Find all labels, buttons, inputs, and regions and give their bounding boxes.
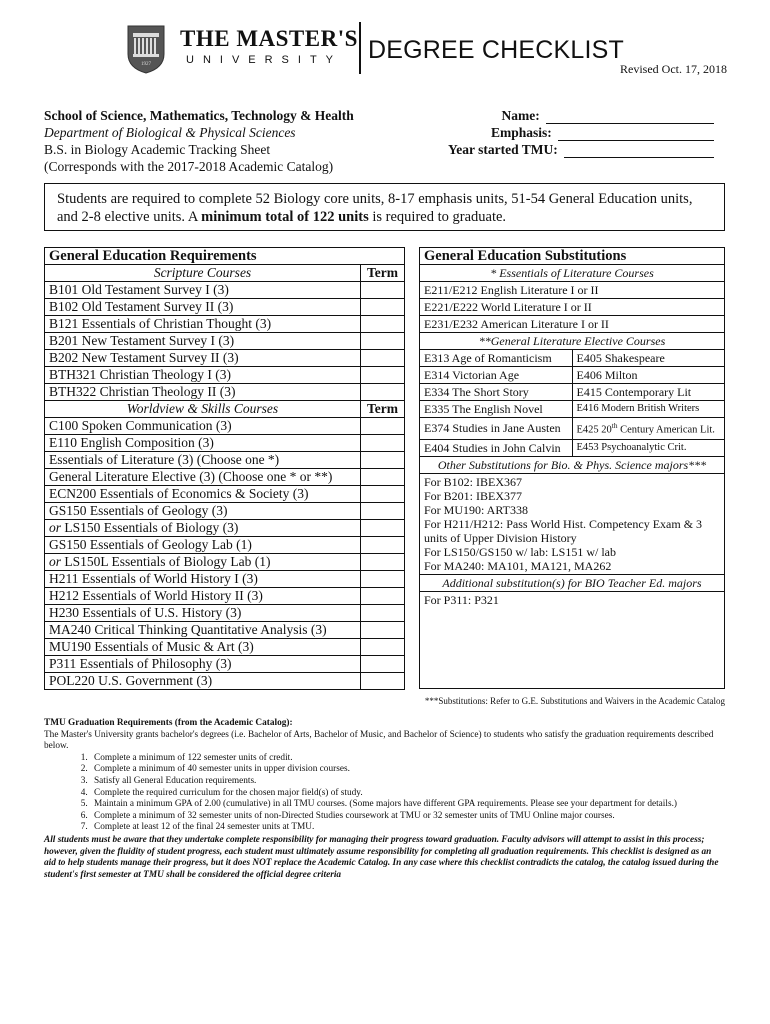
table-row [45,503,405,520]
school-info [44,107,354,175]
course-cell: B201 New Testament Survey I (3) [45,333,361,350]
elective-course-e425: E425 20th Century American Lit. [572,418,725,440]
term-cell[interactable] [361,418,405,435]
course-cell: GS150 Essentials of Geology (3) [45,503,361,520]
course-cell: MA240 Critical Thinking Quantitative Analysis (3) [45,622,361,639]
term-cell[interactable] [361,282,405,299]
course-cell: B101 Old Testament Survey I (3) [45,282,361,299]
table-row [45,367,405,384]
name-field[interactable] [546,110,714,124]
scripture-header-row [45,265,405,282]
course-cell: or LS150L Essentials of Biology Lab (1) [45,554,361,571]
table-row [45,605,405,622]
teacher-subs: For P311: P321 [420,591,725,688]
list-item: 3. Satisfy all General Education requirements. [90,776,725,788]
course-cell: or LS150 Essentials of Biology (3) [45,520,361,537]
term-cell[interactable] [361,656,405,673]
ge-substitutions-title: General Education Substitutions [420,248,725,265]
elective-course: E415 Contemporary Lit [572,384,725,401]
table-row [45,299,405,316]
term-cell[interactable] [361,673,405,690]
table-row [45,588,405,605]
name-label: Name: [501,108,540,123]
student-fields [448,107,714,158]
course-cell: B121 Essentials of Christian Thought (3) [45,316,361,333]
term-cell[interactable] [361,571,405,588]
course-cell: Essentials of Literature (3) (Choose one *) [45,452,361,469]
elective-course: E406 Milton [572,367,725,384]
table-row [45,418,405,435]
course-cell: BTH321 Christian Theology I (3) [45,367,361,384]
term-cell[interactable] [361,333,405,350]
table-row [45,452,405,469]
ge-substitutions-table [419,247,725,689]
or-word: or [49,520,62,535]
worldview-header-row [45,401,405,418]
course-cell: BTH322 Christian Theology II (3) [45,384,361,401]
emphasis-label: Emphasis: [490,125,552,140]
term-cell[interactable] [361,299,405,316]
elective-course: E374 Studies in Jane Austen [420,418,573,440]
list-item: 6. Complete a minimum of 32 semester units of non-Directed Studies coursework at TMU or 32 semester units of TMU Online major courses. [90,811,725,823]
term-cell[interactable] [361,503,405,520]
graduation-requirements [44,718,725,881]
list-item: 5. Maintain a minimum GPA of 2.00 (cumulative) in all TMU courses. (Some majors have different GPA requirements. Please see your department for details.) [90,799,725,811]
course-cell: GS150 Essentials of Geology Lab (1) [45,537,361,554]
course-cell: H211 Essentials of World History I (3) [45,571,361,588]
term-cell[interactable] [361,588,405,605]
lit-courses-header: * Essentials of Literature Courses [420,265,725,282]
emphasis-row [448,124,714,141]
term-cell[interactable] [361,605,405,622]
table-row [45,571,405,588]
or-word: or [49,554,62,569]
table-row [45,554,405,571]
catalog-note: (Corresponds with the 2017-2018 Academic Catalog) [44,159,334,174]
table-row [45,469,405,486]
course-cell: B202 New Testament Survey II (3) [45,350,361,367]
unit-requirement-box [44,183,725,231]
lit-course: E211/E212 English Literature I or II [420,282,725,299]
university-name: THE MASTER'S [180,26,358,51]
course-cell: General Literature Elective (3) (Choose one * or **) [45,469,361,486]
requirement-text-bold: minimum total of 122 units [201,209,369,225]
ge-requirements-table [44,247,405,690]
other-subs-list: For B102: IBEX367 For B201: IBEX377 For MU190: ART338 For H211/H212: Pass World Hist. Competency Exam & 3 units of Upper Division History For LS150/GS150 w/ lab: LS151 w/ lab For MA240: MA101, MA121, MA262 [420,473,725,574]
ge-requirements-title: General Education Requirements [45,248,405,265]
course-cell: POL220 U.S. Government (3) [45,673,361,690]
elective-course: E453 Psychoanalytic Crit. [572,439,725,456]
term-cell[interactable] [361,520,405,537]
requirement-text-b: is required to graduate. [368,209,507,225]
year-label: Year started TMU: [448,142,558,157]
emphasis-field[interactable] [558,127,714,141]
term-cell[interactable] [361,486,405,503]
elective-course: E314 Victorian Age [420,367,573,384]
course-cell: E110 English Composition (3) [45,435,361,452]
department-name: Department of Biological & Physical Sciences [44,125,296,140]
elective-courses-header: **General Literature Elective Courses [420,333,725,350]
course-cell: B102 Old Testament Survey II (3) [45,299,361,316]
list-item: 1. Complete a minimum of 122 semester units of credit. [90,753,725,765]
course-cell: ECN200 Essentials of Economics & Society (3) [45,486,361,503]
table-row [45,316,405,333]
term-cell[interactable] [361,469,405,486]
table-row [45,350,405,367]
term-cell[interactable] [361,350,405,367]
term-header: Term [361,401,405,418]
school-name: School of Science, Mathematics, Technology & Health [44,108,354,123]
term-cell[interactable] [361,639,405,656]
requirement-text-a: Students are required to complete 52 Biology core units, 8-17 emphasis units, 51-54 General Education units, and 2-8 elective units. A [57,191,693,225]
term-cell[interactable] [361,435,405,452]
table-row [45,435,405,452]
year-started-field[interactable] [564,144,714,158]
other-subs-header: Other Substitutions for Bio. & Phys. Science majors*** [420,456,725,473]
revised-date: Revised Oct. 17, 2018 [620,62,727,76]
lit-course: E231/E232 American Literature I or II [420,316,725,333]
elective-course: E405 Shakespeare [572,350,725,367]
course-cell: P311 Essentials of Philosophy (3) [45,656,361,673]
term-cell[interactable] [361,384,405,401]
term-header: Term [361,265,405,282]
scripture-header: Scripture Courses [45,265,361,282]
table-row [45,537,405,554]
table-row [45,656,405,673]
course-cell: H230 Essentials of U.S. History (3) [45,605,361,622]
table-row [45,282,405,299]
university-seal-logo [124,24,168,74]
elective-course: E404 Studies in John Calvin [420,439,573,456]
table-row [45,384,405,401]
term-cell[interactable] [361,367,405,384]
course-cell: MU190 Essentials of Music & Art (3) [45,639,361,656]
course-cell: H212 Essentials of World History II (3) [45,588,361,605]
university-subtitle: UNIVERSITY [186,54,343,66]
worldview-header: Worldview & Skills Courses [45,401,361,418]
table-row [45,622,405,639]
table-row [45,333,405,350]
lit-course: E221/E222 World Literature I or II [420,299,725,316]
graduation-list [90,753,725,834]
term-cell[interactable] [361,316,405,333]
term-cell[interactable] [361,622,405,639]
table-row [45,639,405,656]
list-item: 7. Complete at least 12 of the final 24 semester units at TMU. [90,822,725,834]
year-row [448,141,714,158]
teacher-subs-header: Additional substitution(s) for BIO Teacher Ed. majors [420,574,725,591]
substitutions-footnote: ***Substitutions: Refer to G.E. Substitutions and Waivers in the Academic Catalog [424,696,725,706]
elective-course: E416 Modern British Writers [572,401,725,418]
table-row [45,520,405,537]
document-title: DEGREE CHECKLIST [368,36,625,64]
table-row [45,486,405,503]
elective-course: E334 The Short Story [420,384,573,401]
program-name: B.S. in Biology Academic Tracking Sheet [44,142,271,157]
course-cell: C100 Spoken Communication (3) [45,418,361,435]
elective-course: E335 The English Novel [420,401,573,418]
list-item: 2. Complete a minimum of 40 semester units in upper division courses. [90,764,725,776]
term-cell[interactable] [361,554,405,571]
ge-title-row [45,248,405,265]
header-divider [359,22,361,74]
list-item: 4. Complete the required curriculum for the chosen major field(s) of study. [90,788,725,800]
responsibility-warning: All students must be aware that they undertake complete responsibility for managing their progress toward graduation. Faculty advisors will attempt to assist in this process; however, given the fluidity of student progress, each student must ultimately assume responsibility for completing all graduation requirements. This checklist is designed as an aid to help students manage their progress, but it does NOT replace the Academic Catalog. In any case where this checklist contradicts the catalog, the catalog issued during the student's first semester at TMU shall be considered the official degree criteria [44,834,719,880]
logo-year: 1927 [141,62,151,67]
table-row [45,673,405,690]
term-cell[interactable] [361,537,405,554]
graduation-title: TMU Graduation Requirements (from the Academic Catalog): [44,718,293,728]
graduation-intro: The Master's University grants bachelor's degrees (i.e. Bachelor of Arts, Bachelor of Music, and Bachelor of Science) to students who satisfy the graduation requirements described below. [44,729,714,752]
term-cell[interactable] [361,452,405,469]
elective-course: E313 Age of Romanticism [420,350,573,367]
name-row [448,107,714,124]
